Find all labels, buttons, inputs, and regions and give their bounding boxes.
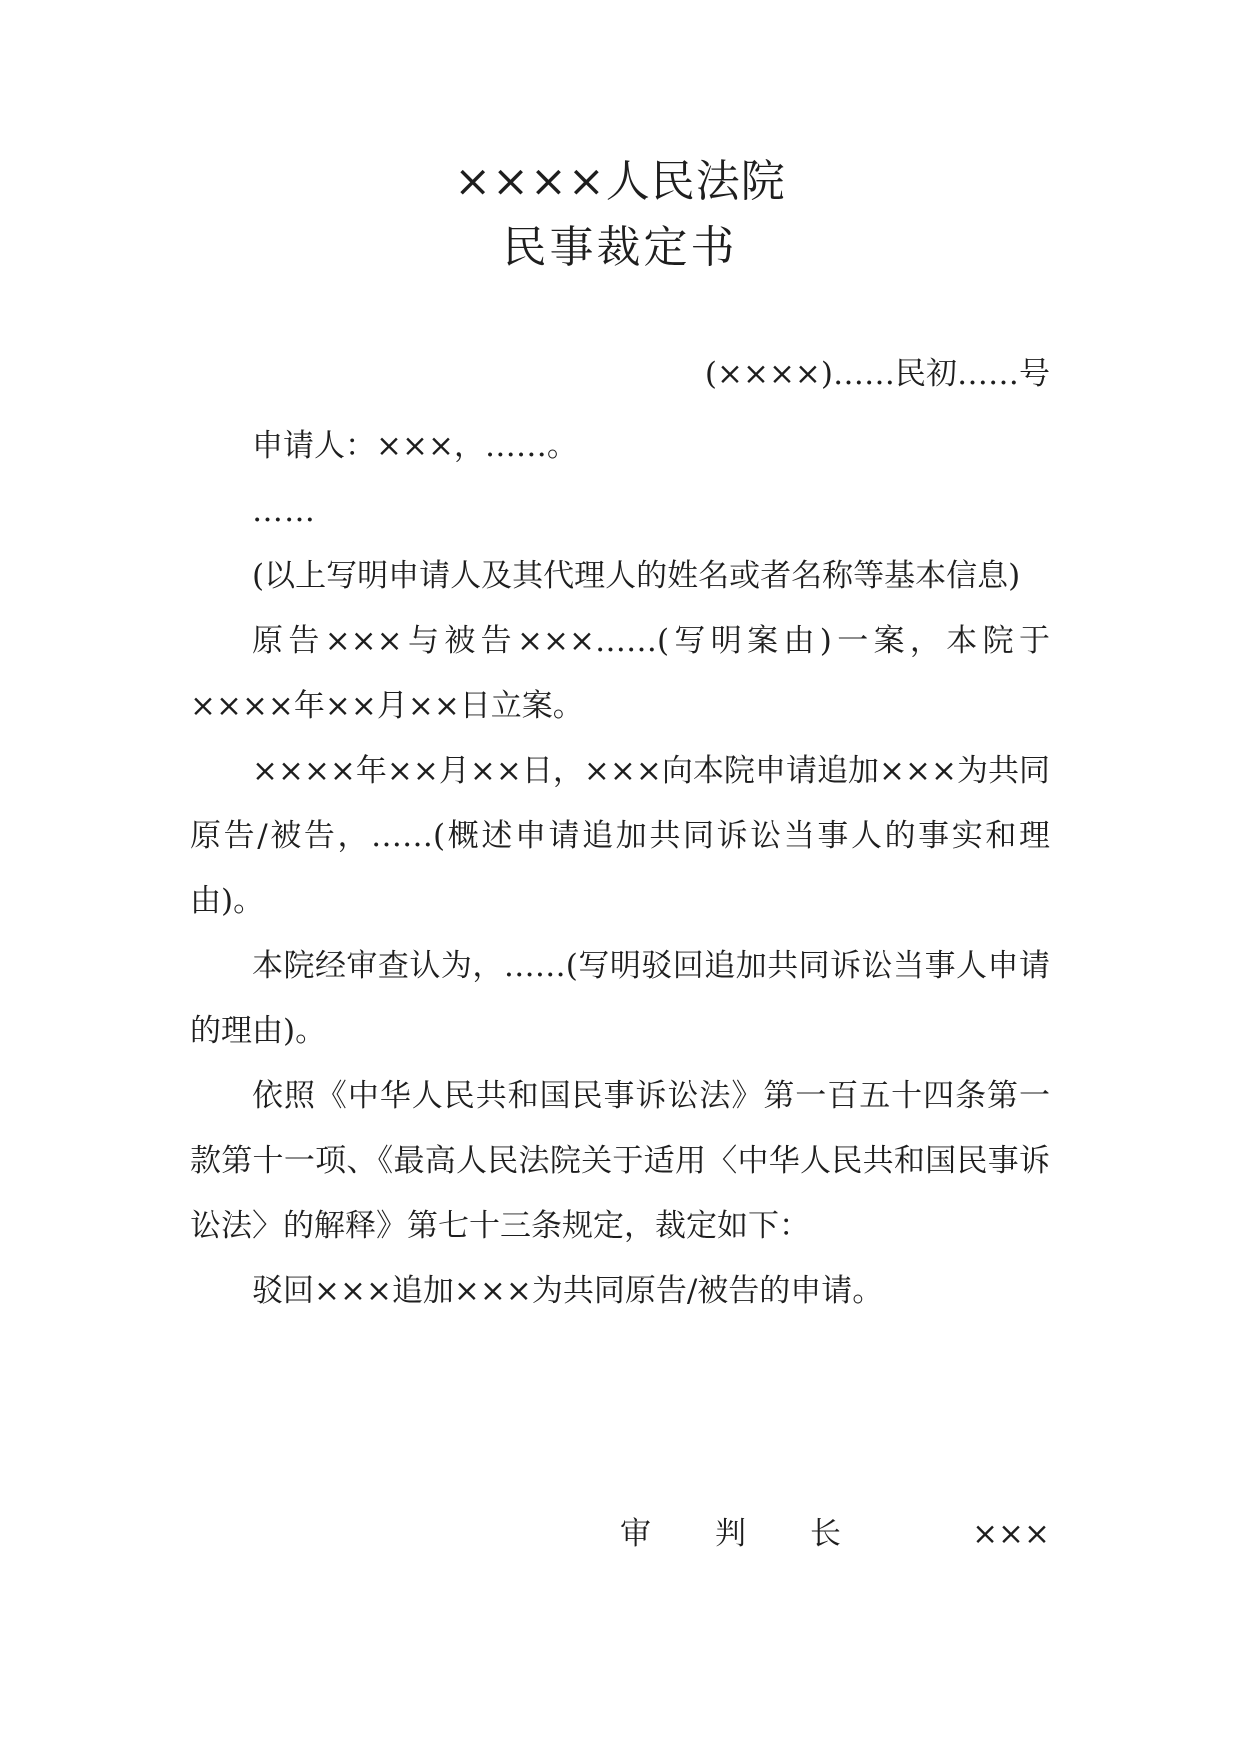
paragraph-ruling: 驳回×××追加×××为共同原告/被告的申请。 — [252, 1273, 884, 1309]
paragraph-case-filing: 原告×××与被告×××……(写明案由)一案，本院于××××年××月××日立案。 — [190, 623, 1050, 724]
document-body — [190, 414, 1050, 1324]
paragraph-ellipsis: …… — [252, 493, 316, 529]
paragraph-applicant-note: (以上写明申请人及其代理人的姓名或者名称等基本信息) — [252, 558, 1021, 594]
paragraph-applicant: 申请人：×××，……。 — [252, 428, 578, 464]
signature-role: 审判长 — [620, 1516, 905, 1552]
paragraph-application: ××××年××月××日，×××向本院申请追加×××为共同原告/被告，……(概述申请追加共同诉讼当事人的事实和理由)。 — [190, 753, 1050, 919]
document-type-title: 民事裁定书 — [502, 222, 738, 273]
signature-name: ××× — [972, 1516, 1050, 1552]
case-number: (××××)……民初……号 — [704, 356, 1050, 392]
paragraph-court-review: 本院经审查认为，……(写明驳回追加共同诉讼当事人申请的理由)。 — [190, 948, 1050, 1049]
court-name: ××××人民法院 — [454, 156, 786, 207]
paragraph-legal-basis: 依照《中华人民共和国民事诉讼法》第一百五十四条第一款第十一项、《最高人民法院关于适用〈中华人民共和国民事诉讼法〉的解释》第七十三条规定，裁定如下： — [190, 1078, 1050, 1244]
